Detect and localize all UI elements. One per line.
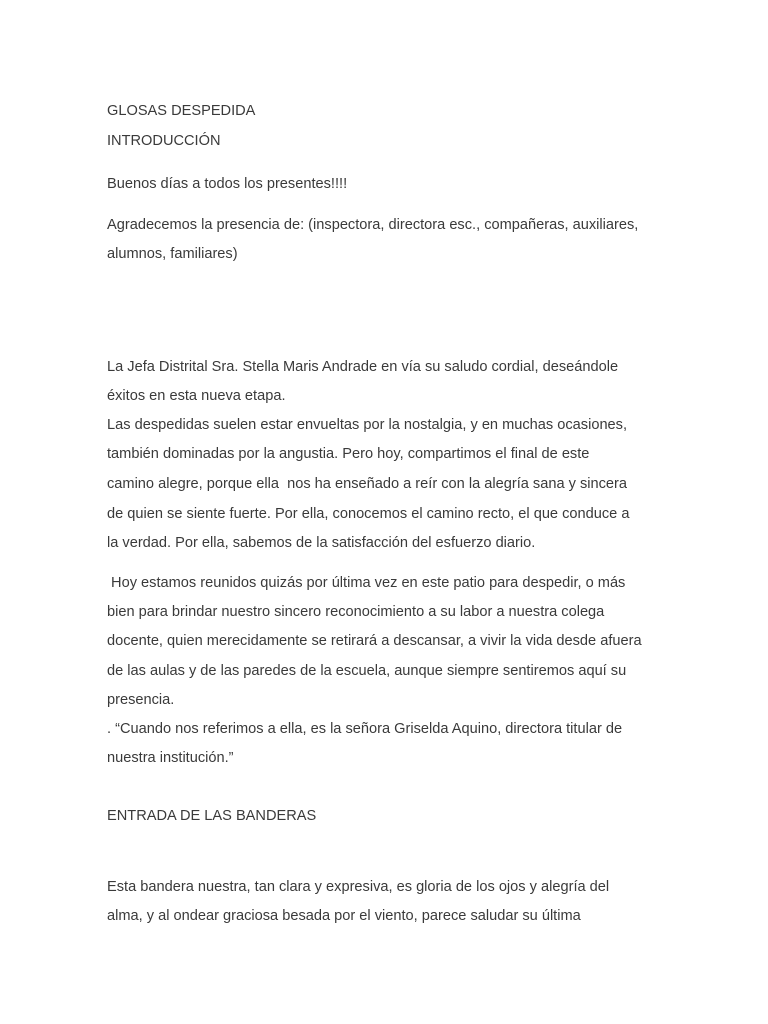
paragraph-line: también dominadas por la angustia. Pero hoy, compartimos el final de este xyxy=(107,446,590,462)
paragraph-line: Las despedidas suelen estar envueltas por la nostalgia, y en muchas ocasiones, xyxy=(107,417,628,433)
paragraph-line: . “Cuando nos referimos a ella, es la señora Griselda Aquino, directora titular de xyxy=(107,721,623,737)
paragraph-line: La Jefa Distrital Sra. Stella Maris Andrade en vía su saludo cordial, deseándole xyxy=(107,359,619,375)
paragraph-line: nuestra institución.” xyxy=(107,750,234,766)
paragraph-line: de las aulas y de las paredes de la escuela, aunque siempre sentiremos aquí su xyxy=(107,663,627,679)
paragraph-line: alma, y al ondear graciosa besada por el viento, parece saludar su última xyxy=(107,908,581,924)
greeting-line: Buenos días a todos los presentes!!!! xyxy=(107,176,348,192)
paragraph-line: de quien se siente fuerte. Por ella, conocemos el camino recto, el que conduce a xyxy=(107,506,630,522)
paragraph-line: docente, quien merecidamente se retirará a descansar, a vivir la vida desde afuera xyxy=(107,633,642,649)
document-heading: GLOSAS DESPEDIDA xyxy=(107,103,256,119)
thanks-line: Agradecemos la presencia de: (inspectora, directora esc., compañeras, auxiliares, xyxy=(107,217,639,233)
paragraph-line: bien para brindar nuestro sincero reconocimiento a su labor a nuestra colega xyxy=(107,604,605,620)
paragraph-line: la verdad. Por ella, sabemos de la satisfacción del esfuerzo diario. xyxy=(107,535,536,551)
paragraph-line: Esta bandera nuestra, tan clara y expresiva, es gloria de los ojos y alegría del xyxy=(107,879,610,895)
paragraph-line: éxitos en esta nueva etapa. xyxy=(107,388,286,404)
paragraph-line: Hoy estamos reunidos quizás por última vez en este patio para despedir, o más xyxy=(107,575,626,591)
section-heading: ENTRADA DE LAS BANDERAS xyxy=(107,808,317,824)
paragraph-line: presencia. xyxy=(107,692,175,708)
paragraph-line: camino alegre, porque ella nos ha enseñado a reír con la alegría sana y sincera xyxy=(107,476,628,492)
thanks-line: alumnos, familiares) xyxy=(107,246,238,262)
introduction-heading: INTRODUCCIÓN xyxy=(107,133,221,149)
